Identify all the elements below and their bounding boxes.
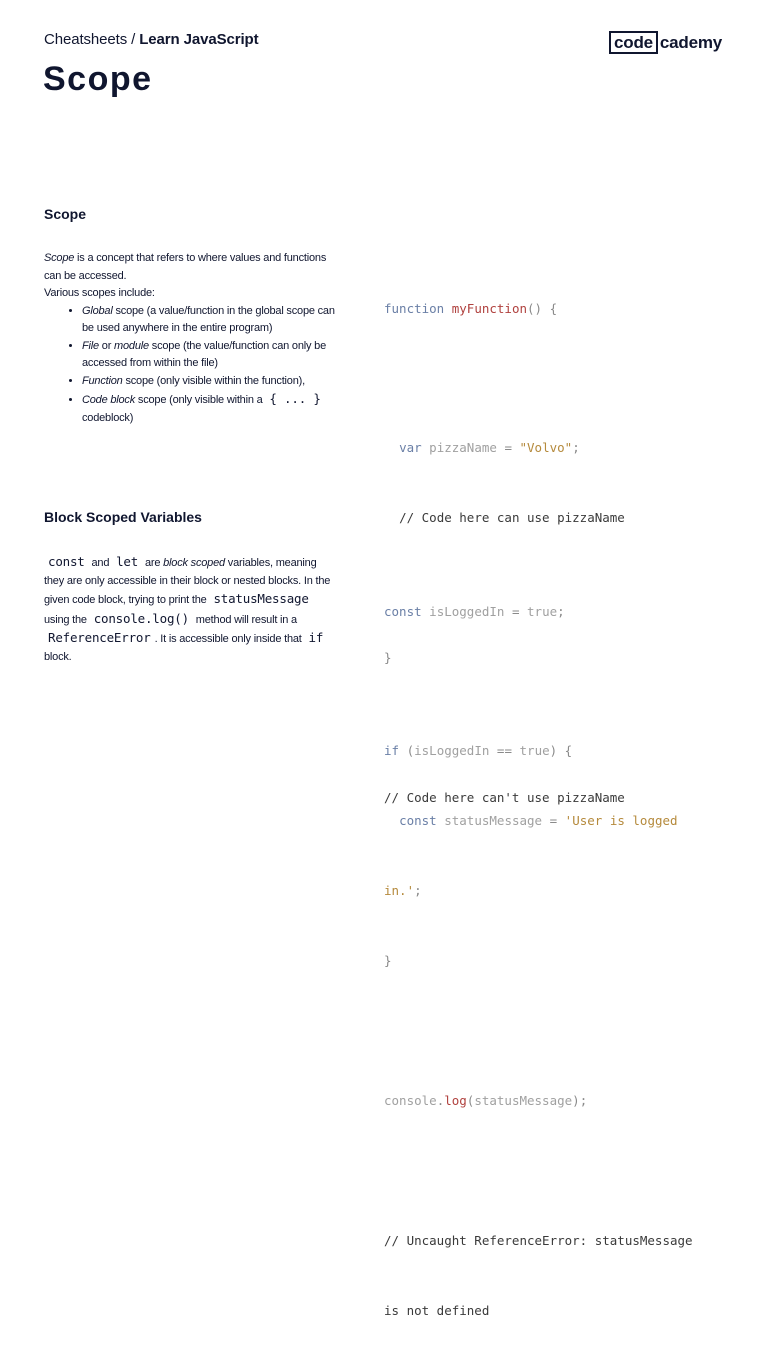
list-item-term: Global: [82, 304, 113, 317]
code-string: "Volvo": [519, 440, 573, 456]
scope-description: [44, 250, 336, 427]
code-comment: // Code here can use pizzaName: [399, 510, 625, 526]
code-punct: .: [436, 1092, 445, 1108]
desc-text: method will result in a: [192, 613, 297, 626]
code-comment: // Uncaught ReferenceError: statusMessage: [384, 1232, 693, 1248]
list-item: [82, 390, 336, 427]
code-identifier: pizzaName: [429, 440, 497, 456]
code-line: [384, 669, 724, 692]
code-line: [384, 1159, 724, 1182]
section-scope: [44, 206, 724, 222]
code-value: true: [519, 743, 550, 759]
code-punct: =: [549, 813, 558, 829]
code-punct: }: [384, 953, 392, 969]
code-identifier: isLoggedIn: [414, 743, 490, 759]
list-item-term: module: [114, 339, 149, 352]
section-title: Block Scoped Variables: [44, 509, 202, 525]
list-item: [82, 338, 336, 373]
code-punct: (: [406, 743, 415, 759]
list-item-text: scope (the value/function can only be accessed from within the file): [82, 339, 326, 369]
inline-code: ReferenceError: [48, 630, 151, 645]
code-punct: =: [511, 603, 520, 619]
code-line: [384, 1299, 724, 1322]
list-item-text: scope (only visible within the function),: [122, 374, 305, 387]
section-block-scoped-variables: [44, 509, 724, 525]
list-item-term: File: [82, 339, 99, 352]
list-item: [82, 303, 336, 338]
code-punct: ;: [414, 883, 422, 899]
list-item-term: Code block: [82, 394, 136, 406]
code-keyword: const: [384, 603, 422, 619]
code-identifier: isLoggedIn: [429, 603, 505, 619]
code-line: [384, 436, 724, 459]
page-title: Scope: [43, 60, 153, 98]
list-item-text: or: [98, 339, 115, 352]
section-title: Scope: [44, 206, 87, 222]
code-line: [384, 739, 724, 762]
code-comment: // Code here can't use pizzaName: [384, 789, 625, 805]
code-punct: ;: [557, 603, 565, 619]
code-function: myFunction: [451, 300, 528, 316]
code-punct: ) {: [549, 743, 573, 759]
code-punct: () {: [527, 300, 558, 316]
code-identifier: console: [384, 1092, 437, 1108]
code-punct: ;: [572, 440, 580, 456]
inline-code: const: [48, 554, 85, 569]
desc-text: and: [88, 557, 113, 569]
list-item: [82, 373, 336, 391]
inline-code: let: [116, 554, 139, 569]
block-scoped-code-block: [384, 553, 724, 1345]
scope-intro-text: is a concept that refers to where values and functions can be accessed.: [44, 252, 327, 282]
code-punct: (: [466, 1092, 475, 1108]
code-keyword: function: [384, 300, 445, 316]
desc-text: variables, meaning they are only accessible in their block or nested blocks. In the given code block, trying to print the: [44, 557, 331, 606]
desc-text: . It is accessible only inside that: [154, 633, 305, 645]
desc-emphasis: block scoped: [163, 557, 225, 569]
code-line: [384, 879, 724, 902]
code-line: [384, 949, 724, 972]
code-function: log: [444, 1092, 467, 1108]
scope-intro: [44, 250, 336, 285]
scope-term: Scope: [44, 252, 75, 264]
desc-text: are: [142, 557, 164, 569]
list-item-text: scope (only visible within a: [135, 394, 266, 406]
codecademy-logo[interactable]: [609, 31, 722, 54]
logo-code-part: code: [609, 31, 658, 54]
code-comment: is not defined: [384, 1302, 490, 1318]
list-item-term: Function: [82, 374, 123, 387]
inline-code: if: [308, 630, 324, 645]
breadcrumb-root-link[interactable]: Cheatsheets: [44, 31, 128, 48]
code-punct: ==: [496, 743, 512, 759]
block-scoped-description: [44, 553, 336, 666]
code-line: [384, 600, 724, 623]
code-line: [384, 809, 724, 832]
code-keyword: const: [399, 813, 437, 829]
inline-code: console.log(): [93, 610, 189, 626]
inline-code: { ... }: [269, 391, 321, 406]
code-punct: );: [572, 1092, 588, 1108]
inline-code: statusMessage: [213, 591, 309, 606]
code-string: 'User is logged: [564, 813, 678, 829]
code-punct: }: [384, 650, 392, 666]
desc-text: using the: [44, 613, 90, 626]
desc-text: block.: [44, 650, 72, 663]
breadcrumb-current-link[interactable]: Learn JavaScript: [139, 31, 259, 48]
code-identifier: statusMessage: [474, 1092, 573, 1108]
code-string: in.': [384, 883, 415, 899]
code-line: [384, 1089, 724, 1112]
breadcrumb: [44, 31, 259, 48]
scope-list-intro: Various scopes include:: [44, 287, 155, 299]
code-keyword: var: [399, 440, 422, 456]
code-value: true: [527, 603, 558, 619]
list-item-text: scope (a value/function in the global scope can be used anywhere in the entire program): [82, 304, 335, 334]
breadcrumb-separator: /: [131, 31, 136, 48]
code-line: [384, 366, 724, 389]
scope-list: [44, 303, 336, 428]
logo-cademy-part: cademy: [659, 32, 723, 52]
code-line: [384, 297, 724, 320]
code-keyword: if: [384, 743, 400, 759]
code-line: [384, 1019, 724, 1042]
code-punct: =: [504, 440, 512, 456]
code-identifier: statusMessage: [444, 813, 543, 829]
code-line: [384, 1229, 724, 1252]
list-item-text: codeblock): [82, 411, 134, 424]
